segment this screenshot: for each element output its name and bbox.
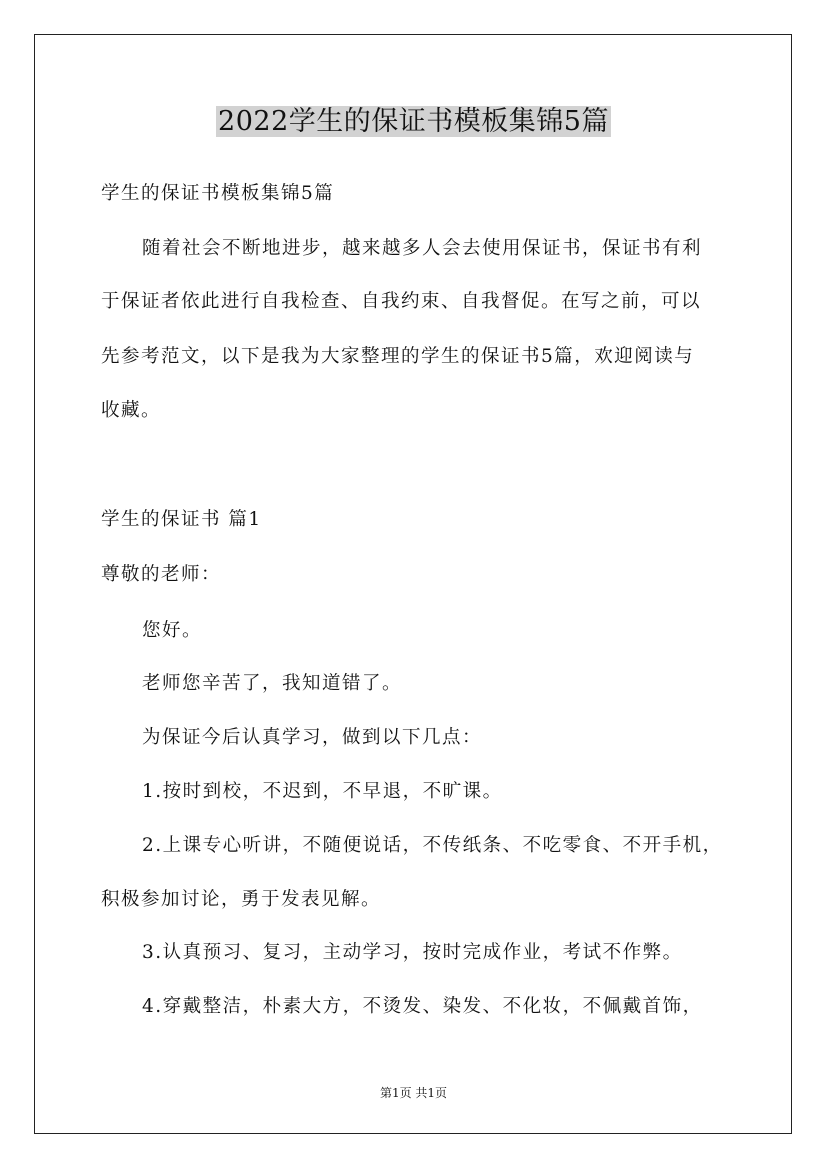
- list-item-2: 2.上课专心听讲，不随便说话，不传纸条、不吃零食、不开手机，: [142, 835, 723, 856]
- page-footer: 第1页 共1页: [379, 1086, 448, 1100]
- document-title: [0, 102, 827, 142]
- intro-line-2: 于保证者依此进行自我检查、自我约束、自我督促。在写之前，可以: [101, 291, 702, 312]
- body-line-promise: 为保证今后认真学习，做到以下几点：: [142, 727, 483, 748]
- list-item-4: 4.穿戴整洁，朴素大方，不烫发、染发、不化妆，不佩戴首饰，: [142, 996, 703, 1017]
- greeting: 您好。: [142, 620, 203, 641]
- intro-line-4: 收藏。: [101, 400, 162, 421]
- intro-line-1: 随着社会不断地进步，越来越多人会去使用保证书，保证书有利: [142, 238, 703, 259]
- body-line-apology: 老师您辛苦了，我知道错了。: [142, 673, 403, 694]
- list-item-2-continued: 积极参加讨论，勇于发表见解。: [101, 889, 382, 910]
- subtitle-line: 学生的保证书模板集锦5篇: [101, 183, 335, 204]
- intro-line-3: 先参考范文，以下是我为大家整理的学生的保证书5篇，欢迎阅读与: [101, 346, 695, 367]
- document-title-text: 2022学生的保证书模板集锦5篇: [218, 106, 609, 137]
- list-item-1: 1.按时到校，不迟到，不早退，不旷课。: [142, 781, 503, 802]
- salutation: 尊敬的老师：: [101, 564, 222, 585]
- list-item-3: 3.认真预习、复习，主动学习，按时完成作业，考试不作弊。: [142, 942, 683, 963]
- section-heading: 学生的保证书 篇1: [101, 509, 262, 530]
